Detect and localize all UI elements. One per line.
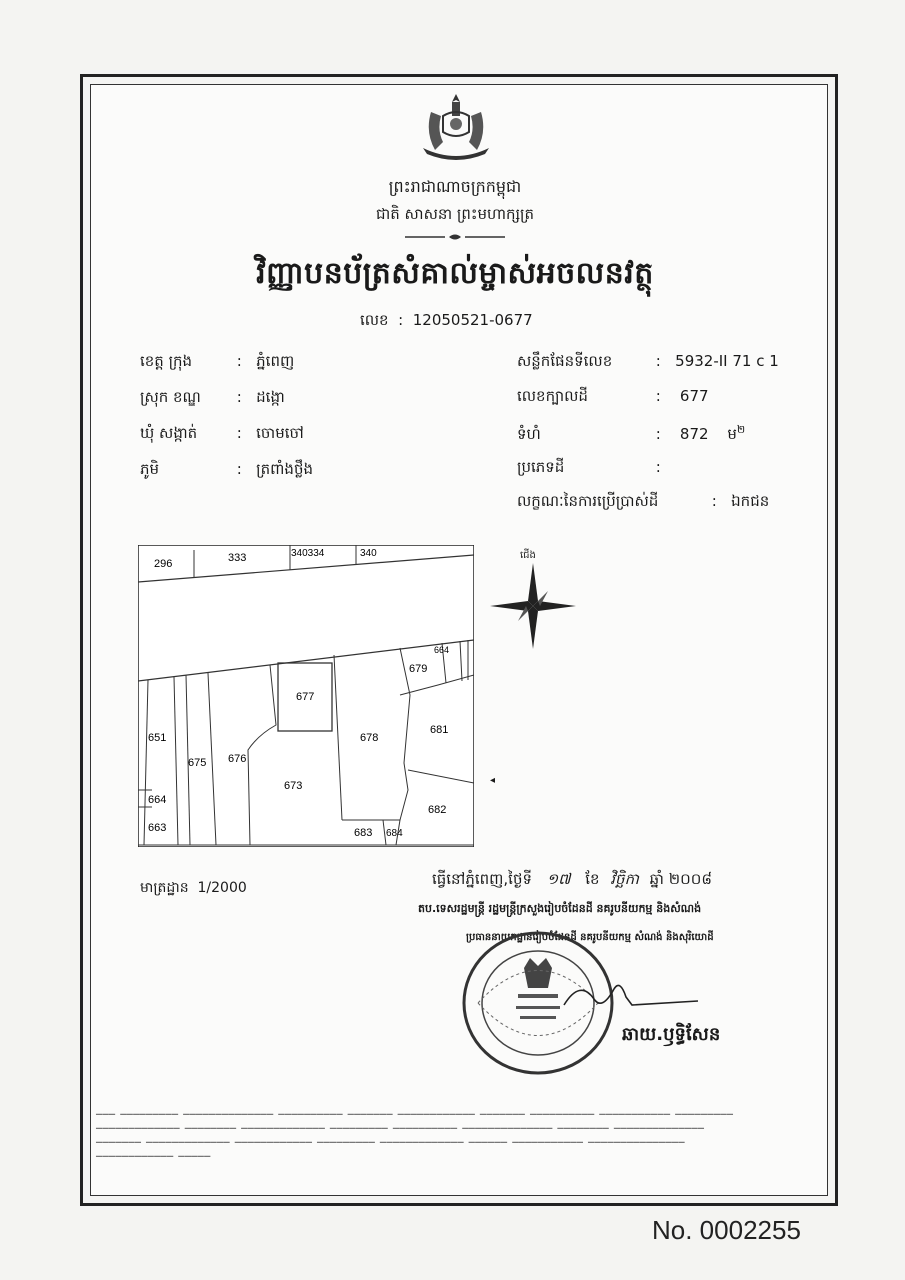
ornament-divider bbox=[405, 232, 505, 242]
serial-number: No. 0002255 bbox=[652, 1215, 801, 1245]
field-land-type-label: ប្រភេទដី bbox=[517, 458, 565, 476]
footer-fine-print: ▁▁▁ ▁▁▁▁▁▁▁▁▁ ▁▁▁▁▁▁▁▁▁▁▁▁▁▁ ▁▁▁▁▁▁▁▁▁▁ ▁▁▁▁▁▁▁ ▁▁▁▁▁▁▁▁▁▁▁▁ ▁▁▁▁▁▁▁ ▁▁▁▁▁▁▁▁▁▁ ▁▁▁▁▁▁▁▁▁▁▁ ▁▁▁▁▁▁▁▁▁ ▁▁▁▁▁▁▁▁▁▁▁▁▁ ▁▁▁▁▁▁▁▁ ▁▁▁▁▁▁▁▁▁▁▁▁▁ ▁▁▁▁▁▁▁▁▁ ▁▁▁▁▁▁▁▁▁▁ ▁▁▁▁▁▁▁▁▁▁▁▁▁▁ ▁▁▁▁▁▁▁▁ ▁▁▁▁▁▁▁▁▁▁▁▁▁▁ ▁▁▁▁▁▁▁ ▁▁▁▁▁▁▁▁▁▁▁▁▁ ▁▁▁▁▁▁▁▁▁▁▁▁ ▁▁▁▁▁▁▁▁▁ ▁▁▁▁▁▁▁▁▁▁▁▁▁ ▁▁▁▁▁▁ ▁▁▁▁▁▁▁▁▁▁▁ ▁▁▁▁▁▁▁▁▁▁▁▁▁▁▁ ▁▁▁▁▁▁▁▁▁▁▁▁ ▁▁▁▁▁ bbox=[96, 1106, 734, 1157]
issue-day: ១៧ bbox=[546, 870, 571, 888]
parcel-label: 664 bbox=[148, 794, 167, 806]
field-parcel-number: លេខក្បាលដី : 677 bbox=[517, 387, 709, 409]
field-parcel-number-value: 677 bbox=[679, 387, 709, 405]
field-district: ស្រុក ខណ្ឌ : ដង្កោ bbox=[140, 388, 285, 410]
issue-year-label: ឆ្នាំ bbox=[649, 870, 664, 888]
parcel-label: 678 bbox=[360, 732, 379, 744]
field-area-unit-sup: ២ bbox=[736, 423, 746, 436]
north-arrow-icon bbox=[490, 563, 576, 649]
scale-label: មាត្រដ្ឋាន bbox=[140, 880, 189, 896]
cadastral-map bbox=[138, 545, 474, 847]
field-village-label: ភូមិ bbox=[140, 460, 160, 478]
certificate-title: វិញ្ញាបនប័ត្រសំគាល់ម្ចាស់អចលនវត្ថុ bbox=[256, 256, 654, 291]
field-area-value: 872 bbox=[679, 425, 709, 443]
parcel-label: 677 bbox=[296, 691, 315, 703]
issue-month: វិច្ឆិកា bbox=[610, 870, 639, 888]
parcel-label: 683 bbox=[354, 827, 373, 839]
parcel-label: 651 bbox=[148, 732, 167, 744]
map-mark: ◂ bbox=[490, 775, 496, 786]
parcel-label: 684 bbox=[386, 828, 403, 839]
field-commune-label: ឃុំ សង្កាត់ bbox=[140, 424, 198, 442]
north-label: ជើង bbox=[520, 550, 536, 561]
scale-value: 1/2000 bbox=[197, 880, 247, 896]
parcel-label: 675 bbox=[188, 757, 207, 769]
issue-year: ២០០៨ bbox=[668, 870, 712, 888]
field-province-label: ខេត្ត ក្រុង bbox=[140, 352, 193, 370]
field-province-value: ភ្នំពេញ bbox=[256, 352, 295, 370]
field-land-use-value: ឯកជន bbox=[731, 492, 770, 510]
field-map-sheet-value: 5932-II 71 c 1 bbox=[675, 352, 779, 370]
field-area-unit: ម bbox=[727, 425, 737, 443]
signer-name: ឆាយ.ឫទ្ធិសែន bbox=[622, 1024, 721, 1045]
field-map-sheet-label: សន្លឹកផែនទីលេខ bbox=[517, 352, 613, 370]
field-village: ភូមិ : ត្រពាំងថ្លឹង bbox=[140, 460, 313, 482]
parcel-label: 682 bbox=[428, 804, 447, 816]
signer-title-line2: ប្រធាននាយកដ្ឋានរៀបចំដែនដី នគរូបនីយកម្ម សំណង់ និងសុរិយោដី bbox=[466, 932, 714, 943]
field-land-use-label: លក្ខណៈនៃការប្រើប្រាស់ដី bbox=[517, 492, 659, 510]
field-commune-value: ចោមចៅ bbox=[256, 424, 304, 442]
field-district-label: ស្រុក ខណ្ឌ bbox=[140, 388, 201, 406]
map-scale bbox=[140, 878, 247, 899]
field-parcel-number-label: លេខក្បាលដី bbox=[517, 387, 588, 405]
field-map-sheet: សន្លឹកផែនទីលេខ : 5932-II 71 c 1 bbox=[517, 352, 779, 374]
certificate-number-label: លេខ bbox=[360, 311, 389, 329]
issue-month-label: ខែ bbox=[585, 870, 600, 888]
parcel-label: 676 bbox=[228, 753, 247, 765]
field-area-label: ទំហំ bbox=[517, 425, 541, 443]
royal-emblem-icon bbox=[415, 92, 497, 164]
field-province: ខេត្ត ក្រុង : ភ្នំពេញ bbox=[140, 352, 294, 374]
parcel-label: 673 bbox=[284, 780, 303, 792]
national-motto: ជាតិ សាសនា ព្រះមហាក្សត្រ bbox=[375, 205, 535, 223]
field-district-value: ដង្កោ bbox=[256, 388, 285, 406]
kingdom-heading: ព្រះរាជាណាចក្រកម្ពុជា bbox=[388, 177, 522, 196]
issue-place: ធ្វើនៅភ្នំពេញ,ថ្ងៃទី bbox=[432, 870, 532, 888]
parcel-label: 333 bbox=[228, 552, 247, 564]
field-area: ទំហំ : 872 ម$^២$ bbox=[517, 423, 745, 447]
parcel-label: 296 bbox=[154, 558, 173, 570]
issue-place-date bbox=[432, 870, 712, 892]
parcel-label: 681 bbox=[430, 724, 449, 736]
parcel-label: 340334 bbox=[291, 548, 325, 559]
signature-scribble bbox=[560, 975, 700, 1015]
field-land-use: លក្ខណៈនៃការប្រើប្រាស់ដី : ឯកជន bbox=[517, 492, 769, 514]
certificate-number-value: 12050521-0677 bbox=[412, 311, 533, 329]
certificate-number: លេខ : 12050521-0677 bbox=[360, 311, 533, 329]
parcel-label: 663 bbox=[148, 822, 167, 834]
parcel-label: 679 bbox=[409, 663, 428, 675]
signer-title-line1: តប.ទេសរដ្ឋមន្ត្រី រដ្ឋមន្ត្រីក្រសួងរៀបចំដែនដី នគរូបនីយកម្ម និងសំណង់ bbox=[418, 902, 702, 915]
field-commune: ឃុំ សង្កាត់ : ចោមចៅ bbox=[140, 424, 304, 446]
field-land-type: ប្រភេទដី : bbox=[517, 458, 670, 480]
parcel-label: 340 bbox=[360, 548, 377, 559]
field-village-value: ត្រពាំងថ្លឹង bbox=[256, 460, 313, 478]
parcel-label: 664 bbox=[434, 645, 450, 655]
